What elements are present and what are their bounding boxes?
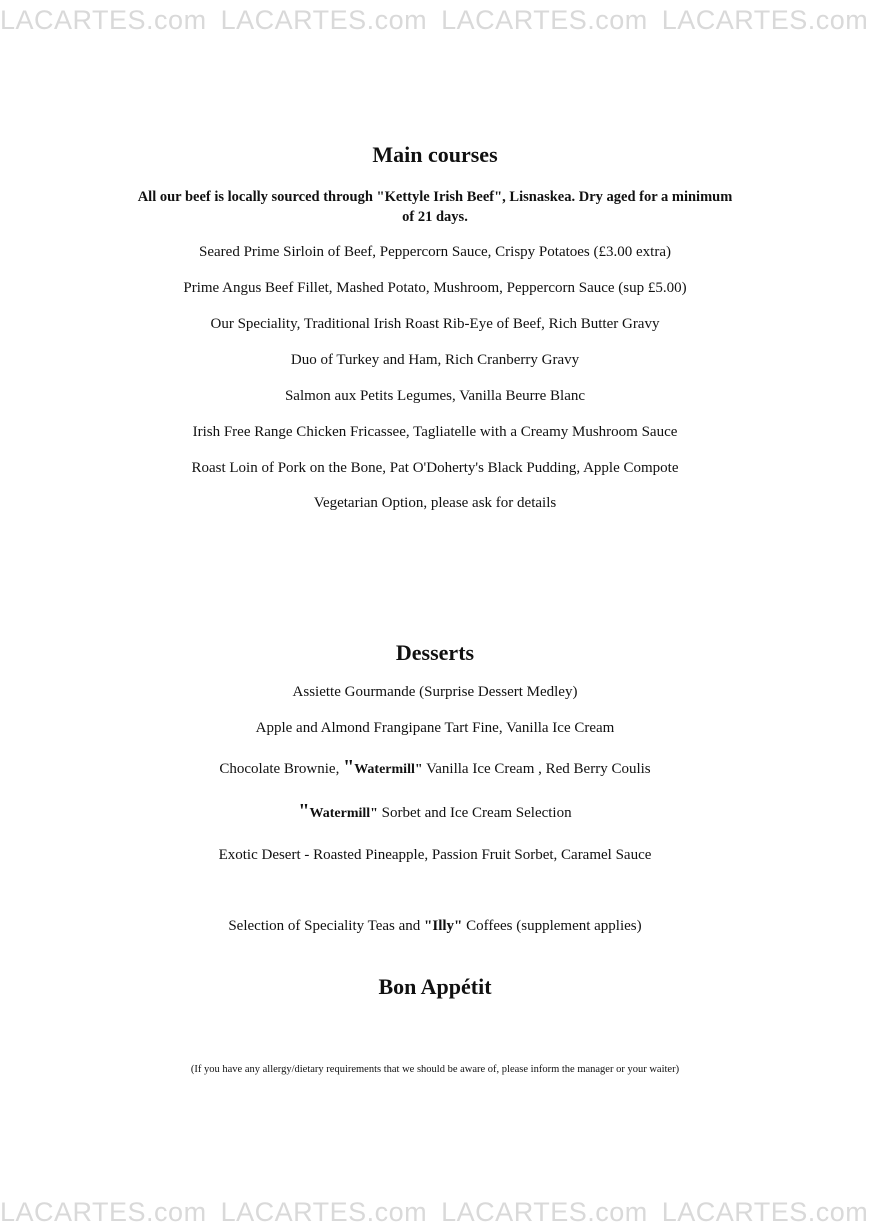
dessert-item-brownie: [0, 756, 870, 779]
allergy-note: (If you have any allergy/dietary requirements that we should be aware of, please inform the manager or your waiter): [190, 1064, 680, 1075]
watermark-text: LACARTES.com: [441, 5, 648, 35]
dessert-item: Assiette Gourmande (Surprise Dessert Medley): [292, 684, 578, 700]
watermark-top: [0, 0, 870, 40]
dessert-text: Chocolate Brownie,: [219, 761, 344, 777]
drinks-line: [0, 918, 870, 935]
open-quote: ": [343, 756, 355, 778]
drinks-text: Coffees (supplement applies): [462, 918, 642, 934]
beef-note-line1: All our beef is locally sourced through "Kettyle Irish Beef", Lisnaskea. Dry aged for a minimum: [137, 189, 733, 205]
main-course-item: Irish Free Range Chicken Fricassee, Tagliatelle with a Creamy Mushroom Sauce: [192, 424, 678, 440]
main-course-item: Our Speciality, Traditional Irish Roast Rib-Eye of Beef, Rich Butter Gravy: [210, 316, 660, 332]
watermark-text: LACARTES.com: [0, 5, 207, 35]
watermark-text: LACARTES.com: [441, 1197, 648, 1227]
watermark-text: LACARTES.com: [220, 5, 428, 35]
dessert-item: Apple and Almond Frangipane Tart Fine, Vanilla Ice Cream: [255, 720, 615, 736]
watermill-brand: Watermill": [354, 762, 423, 777]
main-course-item: Vegetarian Option, please ask for details: [313, 495, 557, 511]
watermill-brand: Watermill": [309, 806, 378, 821]
main-course-item: Seared Prime Sirloin of Beef, Peppercorn Sauce, Crispy Potatoes (£3.00 extra): [199, 244, 671, 260]
watermark-text: LACARTES.com: [220, 1197, 428, 1227]
open-quote: ": [298, 800, 310, 822]
drinks-text: Selection of Speciality Teas and: [228, 918, 425, 934]
desserts-title: Desserts: [395, 640, 475, 665]
dessert-item-sorbet: [0, 800, 870, 823]
illy-brand: "Illy": [424, 918, 463, 934]
main-courses-title: Main courses: [372, 142, 498, 167]
dessert-text: Vanilla Ice Cream , Red Berry Coulis: [422, 761, 651, 777]
dessert-text: Sorbet and Ice Cream Selection: [377, 805, 572, 821]
main-course-item: Duo of Turkey and Ham, Rich Cranberry Gravy: [290, 352, 580, 368]
bon-appetit-title: Bon Appétit: [378, 974, 492, 999]
watermark-text: LACARTES.com: [661, 1197, 869, 1227]
main-course-item: Salmon aux Petits Legumes, Vanilla Beurre Blanc: [284, 388, 586, 404]
dessert-item: Exotic Desert - Roasted Pineapple, Passion Fruit Sorbet, Caramel Sauce: [218, 847, 652, 863]
watermark-bottom: [0, 1192, 870, 1232]
beef-note-line2: of 21 days.: [402, 209, 468, 225]
main-course-item: Roast Loin of Pork on the Bone, Pat O'Doherty's Black Pudding, Apple Compote: [191, 460, 679, 476]
watermark-text: LACARTES.com: [0, 1197, 207, 1227]
watermark-text: LACARTES.com: [661, 5, 869, 35]
main-course-item: Prime Angus Beef Fillet, Mashed Potato, Mushroom, Peppercorn Sauce (sup £5.00): [183, 280, 687, 296]
